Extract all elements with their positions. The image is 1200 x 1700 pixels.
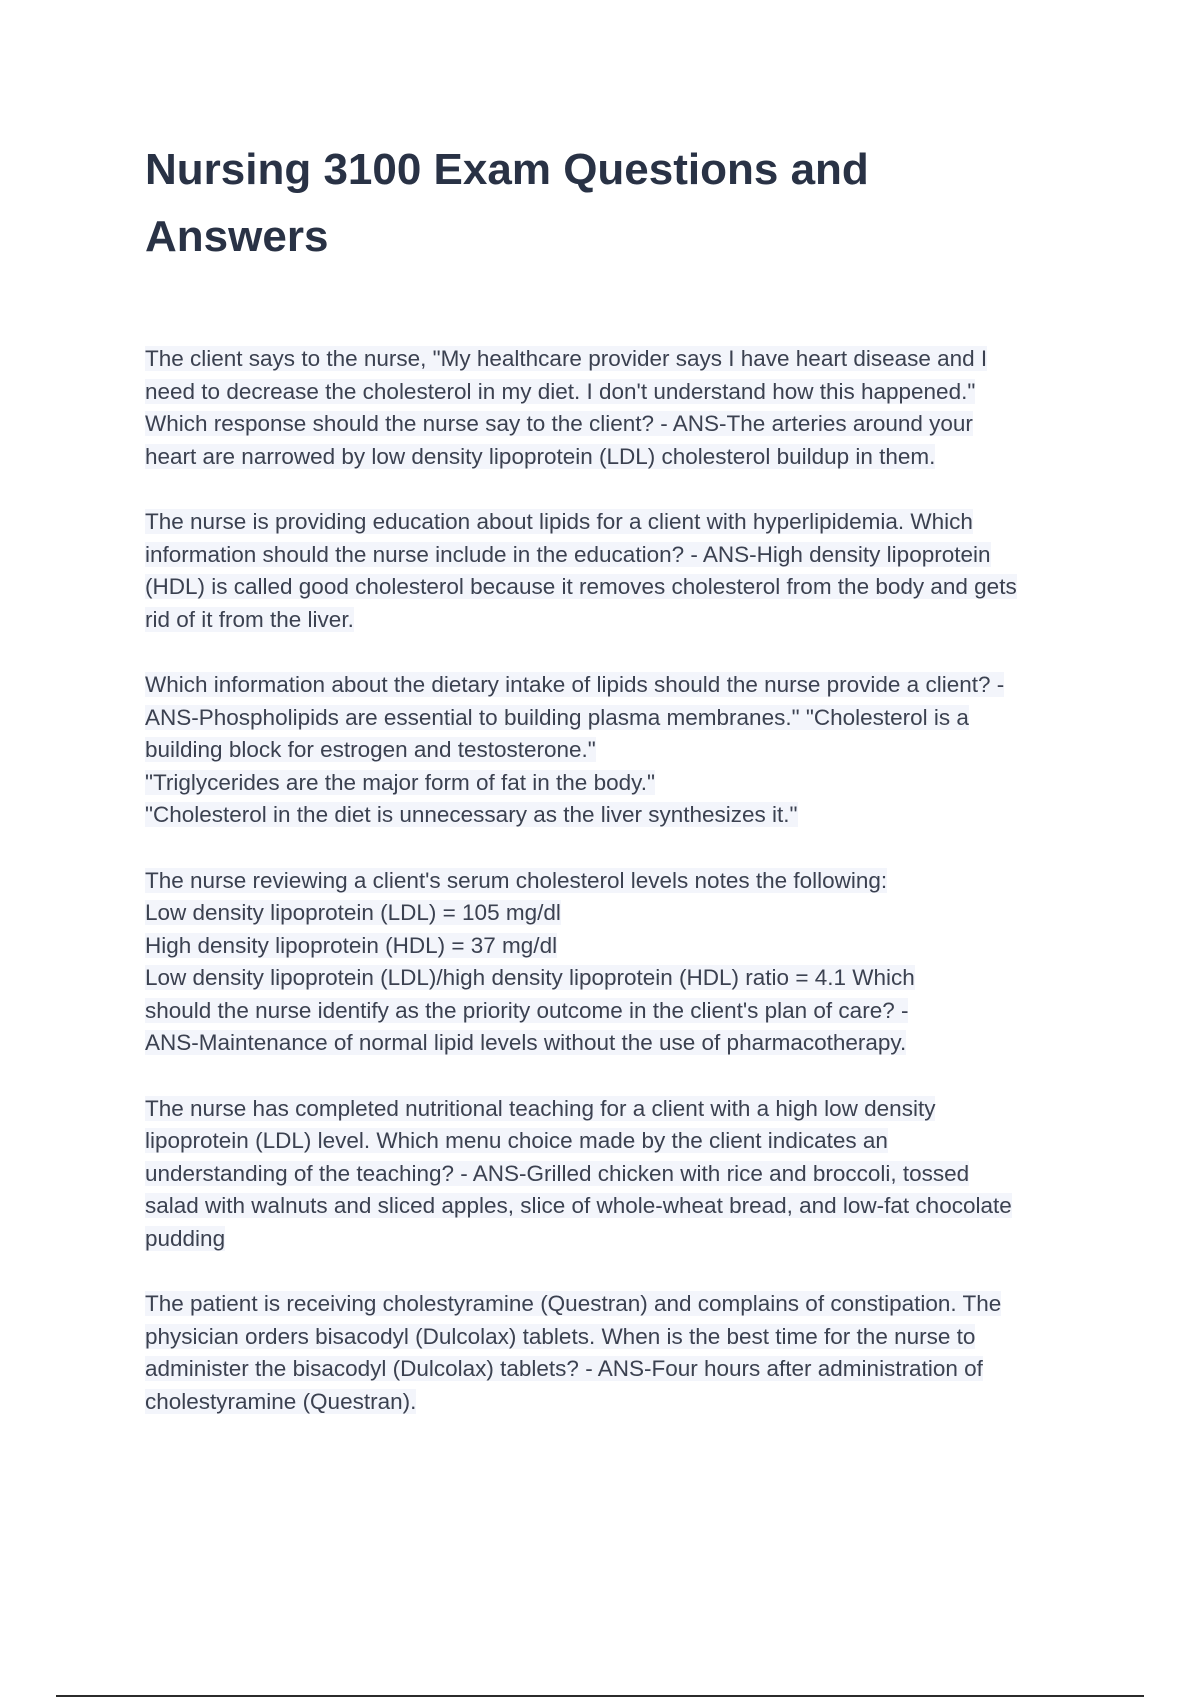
qa-item	[145, 865, 1105, 1060]
qa-line: understanding of the teaching? - ANS-Grilled chicken with rice and broccoli, tossed	[145, 1160, 970, 1186]
qa-line: administer the bisacodyl (Dulcolax) tablets? - ANS-Four hours after administration of	[145, 1356, 983, 1381]
qa-line: Which response should the nurse say to the client? - ANS-The arteries around your	[145, 411, 973, 436]
qa-line: should the nurse identify as the priority outcome in the client's plan of care? -	[145, 997, 909, 1023]
qa-line: heart are narrowed by low density lipoprotein (LDL) cholesterol buildup in them.	[145, 443, 936, 469]
qa-line: pudding	[145, 1225, 226, 1251]
qa-line: The nurse has completed nutritional teaching for a client with a high low density	[145, 1095, 936, 1121]
qa-line: cholestyramine (Questran).	[145, 1388, 417, 1414]
qa-line: "Cholesterol in the diet is unnecessary as the liver synthesizes it."	[145, 802, 798, 827]
qa-line: need to decrease the cholesterol in my diet. I don't understand how this happened."	[145, 378, 976, 404]
qa-line: The nurse reviewing a client's serum cholesterol levels notes the following:	[145, 867, 888, 893]
qa-line: High density lipoprotein (HDL) = 37 mg/dl	[145, 932, 558, 958]
qa-line: building block for estrogen and testosterone."	[145, 737, 596, 762]
bottom-divider	[56, 1695, 1144, 1697]
page-title-line: Answers	[145, 212, 329, 261]
qa-item	[145, 669, 1105, 832]
qa-line: Low density lipoprotein (LDL)/high density lipoprotein (HDL) ratio = 4.1 Which	[145, 965, 915, 990]
qa-item	[145, 506, 1105, 636]
page-title	[145, 136, 1045, 270]
qa-line: "Triglycerides are the major form of fat in the body."	[145, 769, 655, 795]
qa-line: The patient is receiving cholestyramine (Questran) and complains of constipation. The	[145, 1291, 1002, 1316]
qa-line: rid of it from the liver.	[145, 606, 354, 632]
qa-item	[145, 1093, 1105, 1256]
qa-line: The client says to the nurse, "My healthcare provider says I have heart disease and I	[145, 346, 988, 371]
page-title-line: Nursing 3100 Exam Questions and	[145, 145, 869, 194]
qa-list	[145, 343, 1105, 1451]
qa-line: Which information about the dietary intake of lipids should the nurse provide a client? -	[145, 672, 1005, 697]
qa-line: Low density lipoprotein (LDL) = 105 mg/dl	[145, 900, 561, 925]
qa-line: lipoprotein (LDL) level. Which menu choice made by the client indicates an	[145, 1128, 888, 1153]
qa-line: ANS-Phospholipids are essential to building plasma membranes." "Cholesterol is a	[145, 704, 969, 730]
qa-line: The nurse is providing education about lipids for a client with hyperlipidemia. Which	[145, 509, 973, 534]
qa-item	[145, 1288, 1105, 1418]
qa-line: information should the nurse include in the education? - ANS-High density lipoprotein	[145, 541, 991, 567]
qa-line: ANS-Maintenance of normal lipid levels without the use of pharmacotherapy.	[145, 1030, 907, 1055]
qa-line: (HDL) is called good cholesterol because it removes cholesterol from the body and gets	[145, 574, 1017, 599]
qa-line: salad with walnuts and sliced apples, slice of whole-wheat bread, and low-fat chocolate	[145, 1193, 1012, 1218]
qa-item	[145, 343, 1105, 473]
qa-line: physician orders bisacodyl (Dulcolax) tablets. When is the best time for the nurse to	[145, 1323, 976, 1349]
